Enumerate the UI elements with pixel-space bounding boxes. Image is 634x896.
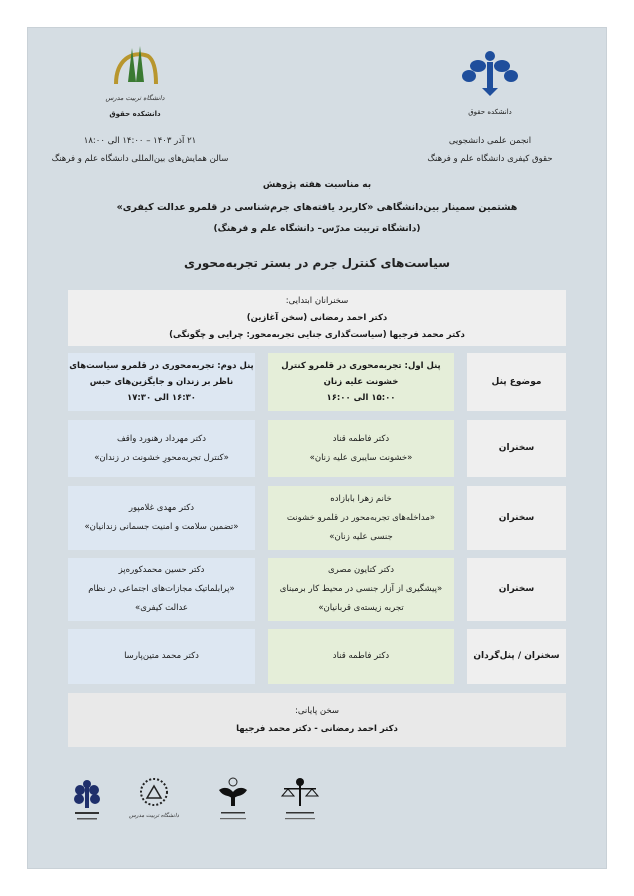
panel1-speaker xyxy=(268,420,454,477)
talk-title: تجربه زیسته‌ی قربانیان» xyxy=(318,603,404,613)
talk-title: «خشونت سایبری علیه زنان» xyxy=(309,452,413,463)
footer-logo-elm-farhang xyxy=(72,778,102,828)
talk-title: جنسی علیه زنان» xyxy=(329,531,393,542)
tarbiat-modares-small-icon xyxy=(138,776,170,812)
speaker-name: دکتر فاطمه قناد xyxy=(332,433,390,444)
law-faculty-emblem-icon xyxy=(216,776,250,828)
panel2-topic-line: پنل دوم: تجربه‌محوری در قلمرو سیاست‌های xyxy=(69,361,254,371)
tarbiat-modares-emblem-icon xyxy=(110,42,160,94)
panel2-topic xyxy=(68,353,255,411)
row-label-speaker: سخنران xyxy=(467,420,566,477)
speaker-name: دکتر کتایون مصری xyxy=(328,565,394,575)
opening-heading: سخنرانان ابتدایی: xyxy=(285,295,349,306)
scales-of-justice-icon xyxy=(280,776,320,828)
row-label-topic: موضوع پنل xyxy=(467,353,566,411)
talk-title: «مداخله‌های تجربه‌محور در قلمرو خشونت xyxy=(286,512,436,523)
speaker-name: دکتر مهدی غلامپور xyxy=(128,503,195,513)
panel2-topic-line: ناظر بر زندان و جایگزین‌های حبس xyxy=(89,377,234,387)
talk-title: «تضمین سلامت و امنیت جسمانی زندانیان» xyxy=(84,522,239,532)
organizer-line2: حقوق کیفری دانشگاه علم و فرهنگ xyxy=(427,154,553,164)
panel1-topic xyxy=(268,353,454,411)
opening-speaker-1: دکتر احمد رمضانی (سخن آغازین) xyxy=(246,312,388,323)
elm-farhang-logo xyxy=(462,48,518,98)
panel2-time: ۱۶:۳۰ الی ۱۷:۳۰ xyxy=(127,393,196,403)
panel1-topic-line: پنل اول: تجربه‌محوری در قلمرو کنترل xyxy=(281,361,441,371)
talk-title: عدالت کیفری» xyxy=(135,603,188,613)
talk-title: «پیشگیری از آزار جنسی در محیط کار برمبنای xyxy=(279,584,443,594)
event-date-time: ۲۱ آذر ۱۴۰۳ – ۱۴:۰۰ الی ۱۸:۰۰ xyxy=(83,136,197,146)
closing-speakers: دکتر احمد رمضانی - دکتر محمد فرجیها xyxy=(236,724,398,734)
organizer-line1: انجمن علمی دانشجویی xyxy=(448,136,532,146)
panel2-speaker xyxy=(68,558,255,621)
footer-logo-law-faculty xyxy=(216,776,250,828)
tarbiat-modares-logo xyxy=(110,42,160,94)
panel1-speaker xyxy=(268,486,454,550)
speaker-name: دکتر مهرداد رهنورد واقف xyxy=(116,433,207,444)
row-label-speaker: سخنران xyxy=(467,486,566,550)
opening-speaker-2: دکتر محمد فرجیها (سیاست‌گذاری جنایی تجربه‌محور: چرایی و چگونگی) xyxy=(169,329,465,340)
speaker-name: خانم زهرا بابازاده xyxy=(330,493,392,504)
panel2-speaker xyxy=(68,486,255,550)
occasion-title: به مناسبت هفته پژوهش xyxy=(262,180,372,190)
right-logo-caption: دانشکده حقوق xyxy=(468,108,512,116)
left-logo-caption: دانشکده حقوق xyxy=(109,110,161,118)
panel2-speaker xyxy=(68,420,255,477)
moderator-name: دکتر فاطمه قناد xyxy=(332,651,390,661)
panel2-moderator xyxy=(68,629,255,684)
opening-speakers-box xyxy=(68,290,566,346)
panel1-topic-line: خشونت علیه زنان xyxy=(323,377,399,387)
talk-title: «پرابلماتیک مجازات‌های اجتماعی در نظام xyxy=(88,584,235,594)
panel1-moderator xyxy=(268,629,454,684)
panel1-time: ۱۵:۰۰ الی ۱۶:۰۰ xyxy=(326,393,396,403)
panel1-speaker xyxy=(268,558,454,621)
closing-heading: سخن پایانی: xyxy=(294,706,339,716)
footer-logo-tarbiat-modares-text: دانشگاه تربیت مدرس xyxy=(129,813,179,819)
elm-farhang-emblem-icon xyxy=(462,48,518,98)
left-logo-text: دانشگاه تربیت مدرس xyxy=(105,94,165,102)
footer-logo-scales xyxy=(280,776,320,828)
footer-logo-tarbiat-modares xyxy=(138,776,170,812)
closing-speakers-box xyxy=(68,693,566,747)
universities-title: (دانشگاه تربیت مدرّس– دانشگاه علم و فرهنگ) xyxy=(213,224,421,234)
seminar-title: هشتمین سمینار بین‌دانشگاهی «کاربرد یافته‌های جرم‌شناسی در قلمرو عدالت کیفری» xyxy=(116,202,518,213)
row-label-speaker: سخنران xyxy=(467,558,566,621)
talk-title: «کنترل تجربه‌محورِ خشونت در زندان» xyxy=(94,452,229,463)
event-venue: سالن همایش‌های بین‌المللی دانشگاه علم و فرهنگ xyxy=(51,154,229,164)
row-label-moderator: سخنران / پنل‌گردان xyxy=(467,629,566,684)
theme-title: سیاست‌های کنترل جرم در بستر تجربه‌محوری xyxy=(183,256,451,270)
moderator-name: دکتر محمد متین‌پارسا xyxy=(124,651,199,661)
speaker-name: دکتر حسین محمدکوره‌پز xyxy=(118,565,205,575)
elm-farhang-small-icon xyxy=(72,778,102,828)
